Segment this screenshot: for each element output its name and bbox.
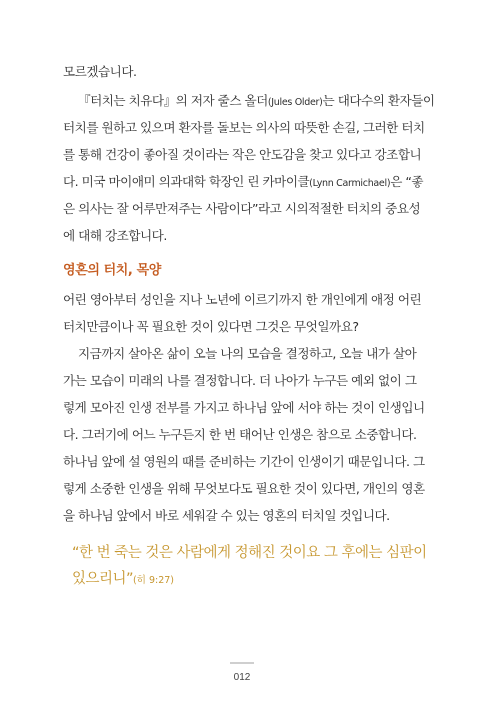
page-number-rule	[230, 662, 254, 664]
paragraph3-line1: 지금까지 살아온 삶이 오늘 나의 모습을 결정하고, 오늘 내가 살아	[78, 346, 417, 361]
opening-line: 모르겠습니다.	[63, 64, 137, 79]
scripture-quote-line2	[72, 570, 432, 590]
paragraph3-line7: 을 하나님 앞에서 바로 세워갈 수 있는 영혼의 터치일 것입니다.	[63, 508, 390, 523]
line4-text-c: 은 “좋	[390, 174, 424, 189]
paragraph3-line5: 하나님 앞에 설 영원의 때를 준비하는 기간이 인생이기 때문입니다. 그	[63, 454, 425, 469]
paragraph1-line5: 은 의사는 잘 어루만져주는 사람이다”라고 시의적절한 터치의 중요성	[63, 201, 421, 216]
paragraph3-line2: 가는 모습이 미래의 나를 결정합니다. 더 나아가 누구든 예외 없이 그	[63, 373, 417, 388]
line1-text-a: 『터치는 치유다』의 저자 줄스 올더	[78, 93, 268, 108]
paragraph3-line4: 다. 그러기에 어느 누구든지 한 번 태어난 인생은 참으로 소중합니다.	[63, 427, 417, 442]
page-number: 012	[233, 672, 251, 683]
scripture-reference: (히 9:27)	[133, 575, 174, 586]
dean-name-english: (Lynn Carmichael)	[309, 178, 391, 189]
section-heading: 영혼의 터치, 목양	[63, 263, 161, 278]
line1-text-c: 는 대다수의 환자들이	[322, 93, 435, 108]
author-name-english: (Jules Older)	[267, 97, 323, 108]
paragraph1-line4	[63, 174, 441, 192]
paragraph1-line3: 를 통해 건강이 좋아질 것이라는 작은 안도감을 찾고 있다고 강조합니	[63, 147, 422, 162]
paragraph3-line6: 렇게 소중한 인생을 위해 무엇보다도 필요한 것이 있다면, 개인의 영혼	[63, 481, 425, 496]
paragraph3-line3: 렇게 모아진 인생 전부를 가지고 하나님 앞에 서야 하는 것이 인생입니	[63, 400, 425, 415]
line4-text-a: 다. 미국 마이애미 의과대학 학장인 린 카마이클	[63, 174, 310, 189]
paragraph1-line2: 터치를 원하고 있으며 환자를 돌보는 의사의 따뜻한 손길, 그러한 터치	[63, 120, 425, 135]
quote-text-end: 있으리니”	[72, 571, 134, 587]
scripture-quote-line1: “한 번 죽는 것은 사람에게 정해진 것이요 그 후에는 심판이	[72, 545, 427, 561]
paragraph1-line1	[78, 93, 441, 111]
paragraph1-line6: 에 대해 강조합니다.	[63, 228, 167, 243]
paragraph2-line1: 어린 영아부터 성인을 지나 노년에 이르기까지 한 개인에게 애정 어린	[63, 292, 422, 307]
paragraph2-line2: 터치만큼이나 꼭 필요한 것이 있다면 그것은 무엇일까요?	[63, 319, 359, 334]
